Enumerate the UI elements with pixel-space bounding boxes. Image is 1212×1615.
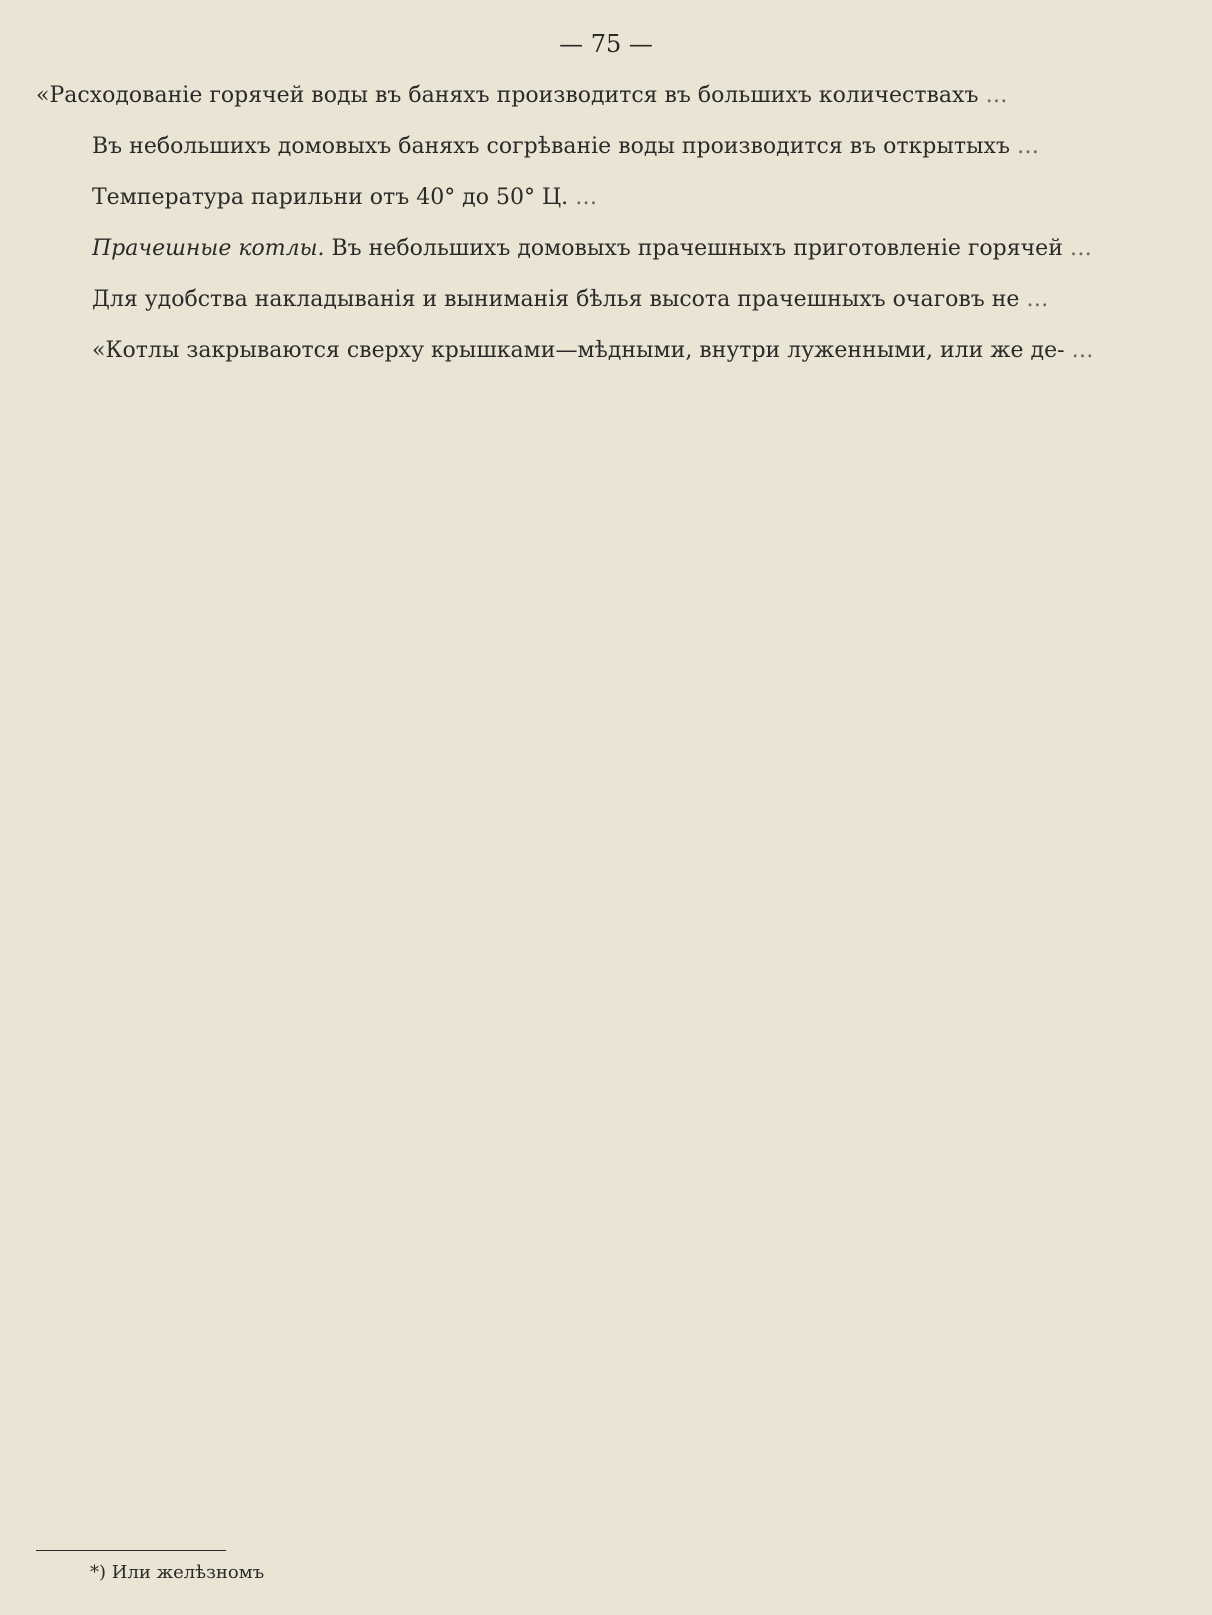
paragraph-excerpt: Температура парильни отъ 40° до 50° Ц. xyxy=(92,185,569,210)
paragraph-excerpt: Для удобства накладыванія и выниманія бѣлья высота прачешныхъ очаговъ не xyxy=(92,287,1020,312)
paragraph-boiler-lids xyxy=(36,335,1160,366)
paragraph-excerpt: Въ небольшихъ домовыхъ баняхъ согрѣваніе воды производится въ открытыхъ xyxy=(92,134,1010,159)
footnote: *) Или желѣзномъ xyxy=(90,1562,265,1583)
paragraph-elision: … xyxy=(985,83,1010,108)
paragraph-excerpt: Въ небольшихъ домовыхъ прачешныхъ приготовленіе горячей xyxy=(331,236,1063,261)
paragraph-elision: … xyxy=(575,185,600,210)
paragraph-elision: … xyxy=(1071,338,1096,363)
paragraph-elision: … xyxy=(1026,287,1051,312)
paragraph-excerpt: «Расходованіе горячей воды въ баняхъ производится въ большихъ количествахъ xyxy=(36,83,979,108)
paragraph-temperatures xyxy=(36,182,1160,213)
paragraph-laundry-boilers xyxy=(36,233,1160,264)
body-text xyxy=(36,80,1160,386)
paragraph-hearth-height xyxy=(36,284,1160,315)
page-number: — 75 — xyxy=(559,30,653,58)
paragraph-small-bath-heating xyxy=(36,131,1160,162)
paragraph-elision: … xyxy=(1016,134,1041,159)
paragraph-hot-water-baths xyxy=(36,80,1160,111)
paragraph-elision: … xyxy=(1069,236,1094,261)
paragraph-excerpt: «Котлы закрываются сверху крышками—мѣдными, внутри луженными, или же де- xyxy=(92,338,1065,363)
footnote-divider xyxy=(36,1550,226,1551)
run-in-heading: Прачешные котлы. xyxy=(92,236,325,261)
